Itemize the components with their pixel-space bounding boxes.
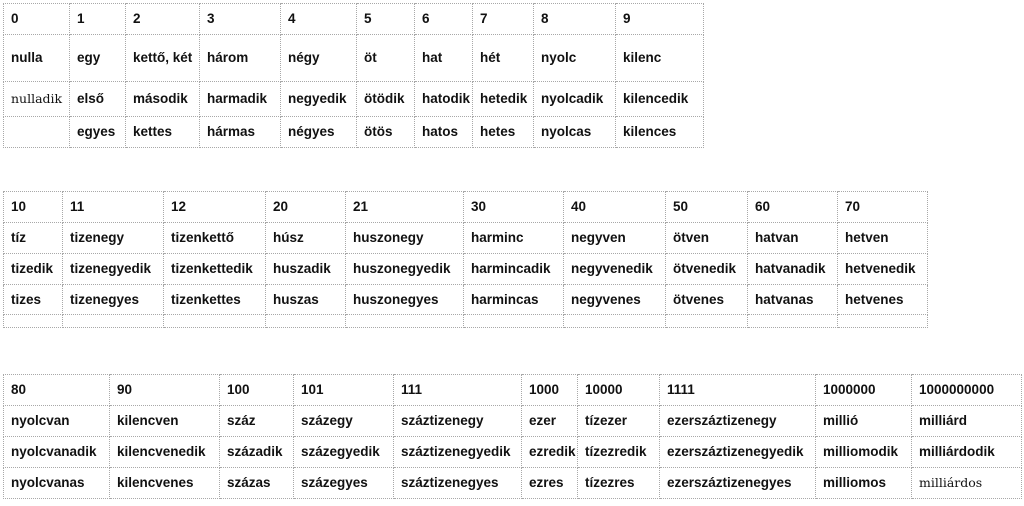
table-cell: 100 <box>220 375 294 406</box>
table-cell: százegyedik <box>294 437 394 468</box>
table-row-empty <box>4 315 928 328</box>
table-cell: huszadik <box>266 254 346 285</box>
table-cell: kettő, két <box>126 35 200 82</box>
table-cell: milliomodik <box>816 437 912 468</box>
table-cell: tizenkettes <box>164 285 266 315</box>
table-cell: tizenegy <box>63 223 164 254</box>
table-cell: tizenkettő <box>164 223 266 254</box>
table-cell: száztizenegyes <box>394 468 522 499</box>
table-cell: nyolcadik <box>534 82 616 117</box>
table-cell: 4 <box>281 4 357 35</box>
table-cell: ötvenedik <box>666 254 748 285</box>
table-cell: negyedik <box>281 82 357 117</box>
table-cell: huszonegy <box>346 223 464 254</box>
table-cell: kilencvenedik <box>110 437 220 468</box>
table-cell: kilencven <box>110 406 220 437</box>
table-cell: 1 <box>70 4 126 35</box>
table-cell: milliárdodik <box>912 437 1022 468</box>
table-cell: hetven <box>838 223 928 254</box>
table-cell <box>564 315 666 328</box>
table-row <box>4 437 1022 468</box>
table-cell: kilencedik <box>616 82 704 117</box>
table-cell: negyvenes <box>564 285 666 315</box>
table-cell: tizenegyes <box>63 285 164 315</box>
table-cell: 50 <box>666 192 748 223</box>
table-cell: 30 <box>464 192 564 223</box>
table-cell: nyolcas <box>534 117 616 148</box>
table-cell: 5 <box>357 4 415 35</box>
table-cell: ezerszáztizenegyes <box>660 468 816 499</box>
table-cell: 10000 <box>578 375 660 406</box>
table-cell: kilenc <box>616 35 704 82</box>
table-cell: ezer <box>522 406 578 437</box>
table-cell: négyes <box>281 117 357 148</box>
table-cell: 90 <box>110 375 220 406</box>
table-cell: százas <box>220 468 294 499</box>
table-cell: 8 <box>534 4 616 35</box>
table-row <box>4 285 928 315</box>
table-row <box>4 375 1022 406</box>
table-cell: 70 <box>838 192 928 223</box>
table-cell: harmincas <box>464 285 564 315</box>
table-cell <box>4 117 70 148</box>
table-cell: 9 <box>616 4 704 35</box>
table-cell: 3 <box>200 4 281 35</box>
table-cell: 21 <box>346 192 464 223</box>
table-cell: ezerszáztizenegyedik <box>660 437 816 468</box>
table-cell <box>164 315 266 328</box>
table-cell: ötven <box>666 223 748 254</box>
table-cell: négy <box>281 35 357 82</box>
table-cell: hetvenes <box>838 285 928 315</box>
table-cell: tizenkettedik <box>164 254 266 285</box>
table-cell: harmincadik <box>464 254 564 285</box>
table-cell: húsz <box>266 223 346 254</box>
table-cell: nyolcvanadik <box>4 437 110 468</box>
numbers-table-10-70 <box>3 191 928 328</box>
table-cell: negyven <box>564 223 666 254</box>
table-row <box>4 82 704 117</box>
numbers-table-0-9 <box>3 3 704 148</box>
table-cell: 2 <box>126 4 200 35</box>
table-cell: hatos <box>415 117 473 148</box>
table-cell: egy <box>70 35 126 82</box>
table-cell: száztizenegy <box>394 406 522 437</box>
table-cell: 80 <box>4 375 110 406</box>
table-cell: hatvanadik <box>748 254 838 285</box>
numbers-table-80-billion <box>3 374 1022 499</box>
table-cell: századik <box>220 437 294 468</box>
table-cell <box>266 315 346 328</box>
table-cell: nyolcvanas <box>4 468 110 499</box>
table-row <box>4 4 704 35</box>
table-cell: 20 <box>266 192 346 223</box>
table-row <box>4 117 704 148</box>
table-cell: hatvanas <box>748 285 838 315</box>
table-cell: öt <box>357 35 415 82</box>
table-cell: 1000 <box>522 375 578 406</box>
table-cell: milliomos <box>816 468 912 499</box>
table-cell: 7 <box>473 4 534 35</box>
table-row <box>4 254 928 285</box>
table-cell: 111 <box>394 375 522 406</box>
table-cell: ötödik <box>357 82 415 117</box>
table-cell: 60 <box>748 192 838 223</box>
table-cell: 12 <box>164 192 266 223</box>
table-cell <box>63 315 164 328</box>
table-cell: milliárdos <box>912 468 1022 499</box>
table-cell: ezerszáztizenegy <box>660 406 816 437</box>
table-cell: hét <box>473 35 534 82</box>
table-cell: száz <box>220 406 294 437</box>
table-cell: egyes <box>70 117 126 148</box>
table-cell: huszonegyedik <box>346 254 464 285</box>
table-cell: hármas <box>200 117 281 148</box>
table-row <box>4 468 1022 499</box>
table-cell: millió <box>816 406 912 437</box>
table-cell: százegy <box>294 406 394 437</box>
table-cell: hat <box>415 35 473 82</box>
table-cell: huszonegyes <box>346 285 464 315</box>
table-cell: 40 <box>564 192 666 223</box>
table-cell: tíz <box>4 223 63 254</box>
table-cell: ezres <box>522 468 578 499</box>
table-cell <box>4 315 63 328</box>
table-cell: negyvenedik <box>564 254 666 285</box>
table-cell: három <box>200 35 281 82</box>
table-cell: 0 <box>4 4 70 35</box>
table-cell: 1111 <box>660 375 816 406</box>
table-cell: nyolcvan <box>4 406 110 437</box>
table-cell: nulladik <box>4 82 70 117</box>
table-cell: ötvenes <box>666 285 748 315</box>
table-row <box>4 192 928 223</box>
table-cell: hatodik <box>415 82 473 117</box>
table-cell: első <box>70 82 126 117</box>
table-cell: milliárd <box>912 406 1022 437</box>
table-cell: tízezer <box>578 406 660 437</box>
table-cell <box>464 315 564 328</box>
table-cell: harminc <box>464 223 564 254</box>
table-cell: kilences <box>616 117 704 148</box>
table-cell: harmadik <box>200 82 281 117</box>
table-cell: kilencvenes <box>110 468 220 499</box>
table-cell <box>666 315 748 328</box>
table-cell: tízezres <box>578 468 660 499</box>
table-cell: hetes <box>473 117 534 148</box>
table-cell: kettes <box>126 117 200 148</box>
table-cell: tizedik <box>4 254 63 285</box>
table-cell: tízezredik <box>578 437 660 468</box>
table-row <box>4 406 1022 437</box>
table-cell: tizenegyedik <box>63 254 164 285</box>
table-cell: ezredik <box>522 437 578 468</box>
table-cell: száztizenegyedik <box>394 437 522 468</box>
table-cell: hatvan <box>748 223 838 254</box>
table-cell: százegyes <box>294 468 394 499</box>
table-cell <box>838 315 928 328</box>
table-cell <box>346 315 464 328</box>
table-cell: hetedik <box>473 82 534 117</box>
table-row <box>4 35 704 82</box>
table-cell: 6 <box>415 4 473 35</box>
table-cell: 10 <box>4 192 63 223</box>
table-cell: második <box>126 82 200 117</box>
table-cell: nulla <box>4 35 70 82</box>
table-cell: ötös <box>357 117 415 148</box>
table-cell: hetvenedik <box>838 254 928 285</box>
table-cell: 101 <box>294 375 394 406</box>
table-cell: huszas <box>266 285 346 315</box>
table-cell: 1000000000 <box>912 375 1022 406</box>
table-row <box>4 223 928 254</box>
table-cell: 11 <box>63 192 164 223</box>
table-cell: nyolc <box>534 35 616 82</box>
table-cell <box>748 315 838 328</box>
table-cell: 1000000 <box>816 375 912 406</box>
table-cell: tizes <box>4 285 63 315</box>
